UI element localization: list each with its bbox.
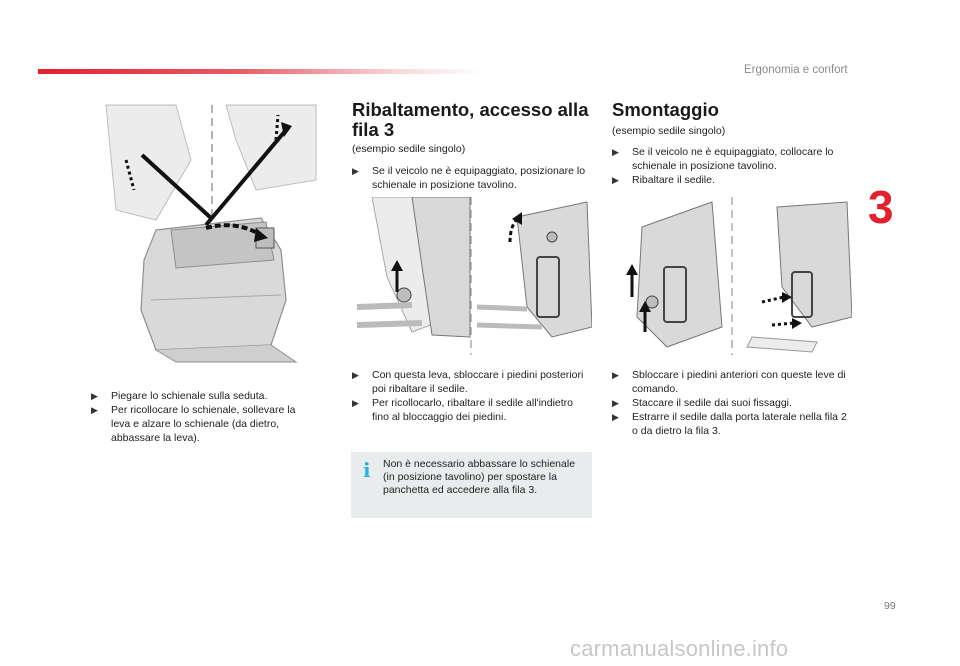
right-subtitle: (esempio sedile singolo) — [612, 125, 726, 137]
right-bullets-top — [612, 145, 852, 187]
seat-removal-illustration — [612, 197, 852, 357]
info-icon: i — [363, 458, 371, 482]
arrow-bullet-icon: ▶ — [612, 398, 619, 408]
arrow-bullet-icon: ▶ — [352, 166, 359, 176]
page-number: 99 — [884, 600, 896, 612]
arrow-bullet-icon: ▶ — [612, 147, 619, 157]
list-item: ▶ Se il veicolo ne è equipaggiato, posizionare lo schienale in posizione tavolino. — [352, 165, 586, 191]
seat-fold-illustration — [96, 100, 332, 368]
ribaltamento-title: Ribaltamento, accesso alla fila 3 — [352, 99, 589, 140]
list-item: ▶ Se il veicolo ne è equipaggiato, collocare lo schienale in posizione tavolino. — [612, 146, 834, 172]
list-item: ▶ Staccare il sedile dai suoi fissaggi. — [612, 397, 792, 409]
chapter-number: 3 — [868, 181, 894, 233]
section-title: Ergonomia e confort — [744, 64, 848, 76]
middle-subtitle: (esempio sedile singolo) — [352, 143, 466, 155]
arrow-bullet-icon: ▶ — [612, 175, 619, 185]
arrow-bullet-icon: ▶ — [612, 370, 619, 380]
list-item: ▶ Con questa leva, sbloccare i piedini posteriori poi ribaltare il sedile. — [352, 369, 584, 395]
middle-bullets-top — [352, 164, 592, 192]
list-item: ▶ Per ricollocarlo, ribaltare il sedile all'indietro fino al bloccaggio dei piedini. — [352, 397, 574, 423]
list-item: ▶ Sbloccare i piedini anteriori con queste leve di comando. — [612, 369, 846, 395]
right-bullets-bottom — [612, 368, 852, 438]
list-item: ▶ Estrarre il sedile dalla porta laterale nella fila 2 o da dietro la fila 3. — [612, 411, 847, 437]
watermark: carmanualsonline.info — [570, 636, 789, 661]
middle-bullets-bottom — [352, 368, 592, 424]
arrow-bullet-icon: ▶ — [612, 412, 619, 422]
seat-tilt-illustration — [352, 197, 592, 357]
smontaggio-title: Smontaggio — [612, 99, 719, 120]
arrow-bullet-icon: ▶ — [352, 370, 359, 380]
arrow-bullet-icon: ▶ — [91, 405, 98, 415]
info-text: Non è necessario abbassare lo schienale (in posizione tavolino) per spostare la panchetta ed accedere alla fila 3. — [383, 458, 576, 496]
list-item: ▶ Piegare lo schienale sulla seduta. — [91, 390, 268, 402]
header-accent-bar — [38, 69, 483, 74]
info-box — [351, 452, 592, 518]
arrow-bullet-icon: ▶ — [91, 391, 98, 401]
list-item: ▶ Ribaltare il sedile. — [612, 174, 715, 186]
list-item: ▶ Per ricollocare lo schienale, sollevare la leva e alzare lo schienale (da dietro, abbassare la leva). — [91, 404, 296, 444]
left-bullets — [91, 389, 313, 445]
arrow-bullet-icon: ▶ — [352, 398, 359, 408]
